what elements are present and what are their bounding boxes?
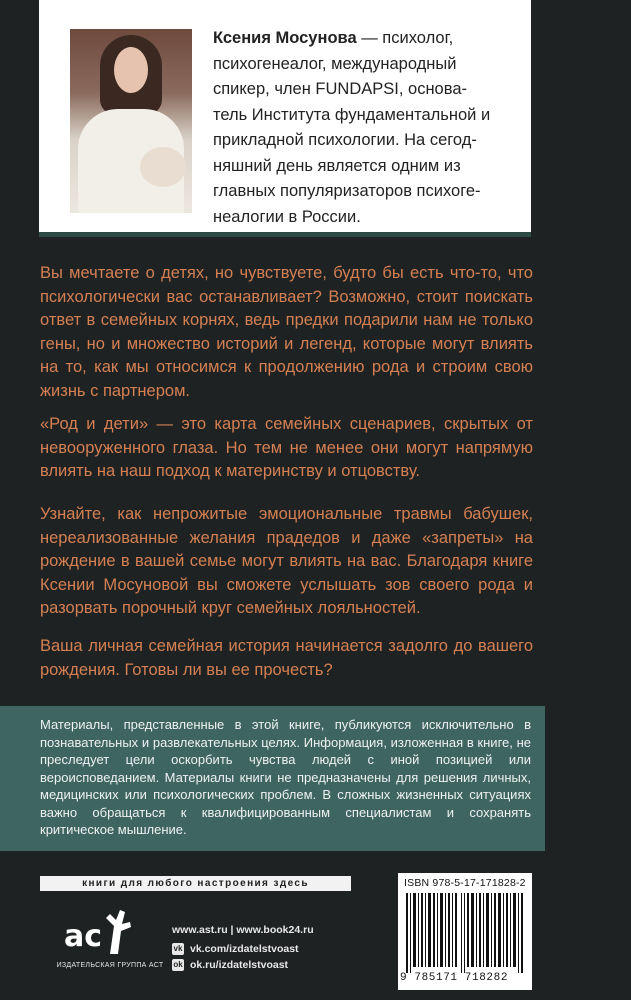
bio-line: прикладной психологии. На сегод- [213, 131, 477, 149]
website-links: www.ast.ru | www.book24.ru [172, 924, 314, 936]
isbn-box [398, 873, 532, 990]
ok-text: ok.ru/izdatelstvoast [190, 959, 289, 971]
ok-icon: ok [173, 960, 183, 969]
publisher-group-name: ИЗДАТЕЛЬСКАЯ ГРУППА АСТ [56, 962, 164, 969]
barcode-digits: 9 785171 718282 [400, 972, 509, 984]
isbn-text: ISBN 978-5-17-171828-2 [404, 877, 526, 889]
bio-line: спикер, член FUNDAPSI, основа- [213, 80, 467, 98]
bio-line: няшний день является одним из [213, 156, 461, 175]
barcode-icon [406, 893, 524, 973]
disclaimer-text: Материалы, представленные в этой книге, публикуются исключительно в познавательных и развлекательных целях. Информация, изложенная в книге, не преследует цели оскорбить чувства людей с иной позицией или вероисповеданием. Материалы книги не предназначены для решения личных, медицинских или психологических проблем. В сложных жизненных ситуациях важно обращаться к квалифицированным специалистам и сохранять критическое мышление. [40, 717, 531, 837]
tagline: книги для любого настроения здесь [40, 876, 351, 891]
author-name: Ксения Мосунова [213, 29, 357, 47]
author-bio [213, 26, 519, 230]
vk-text: vk.com/izdatelstvoast [190, 943, 299, 955]
bio-line: главных популяризаторов психоге- [213, 182, 481, 200]
blurb-paragraph-4: Ваша личная семейная история начинается задолго до вашего рождения. Готовы ли вы ее прочесть? [40, 637, 533, 679]
bio-line: — психолог, [356, 29, 454, 47]
ast-logo-text: ac [64, 919, 103, 954]
bio-line: неалогии в России. [213, 207, 361, 226]
ok-link [172, 959, 288, 971]
bio-line: психогенеалог, международный [213, 54, 457, 73]
bio-line: тель Института фундаментальной и [213, 105, 491, 124]
author-box [39, 0, 531, 237]
author-photo [70, 29, 192, 213]
vk-icon: vk [173, 944, 183, 953]
vk-link [172, 943, 299, 955]
blurb-paragraph-3: Узнайте, как непрожитые эмоциональные травмы бабушек, нереализованные желания прадедов и даже «запреты» на рождение в вашей семье могут влиять на вас. Благодаря книге Ксении Мосуновой вы сможете услышать зов своего рода и разорвать порочный круг семейных лояльностей. [40, 505, 533, 617]
ast-logo-icon [58, 904, 138, 959]
disclaimer-box [0, 706, 545, 851]
blurb-paragraph-1: Вы мечтаете о детях, но чувствуете, будто бы есть что-то, что психологически вас останавливает? Возможно, стоит поискать ответ в семейных корнях, ведь предки подарили нам не только гены, но и множество историй и легенд, которые могут влиять на то, как мы относимся к продолжению рода и строим свою жизнь с партнером. [40, 264, 533, 400]
blurb-paragraph-2: «Род и дети» — это карта семейных сценариев, скрытых от невооруженного глаза. Но тем не менее они могут напрямую влиять на наш подход к материнству и отцовству. [40, 415, 533, 480]
